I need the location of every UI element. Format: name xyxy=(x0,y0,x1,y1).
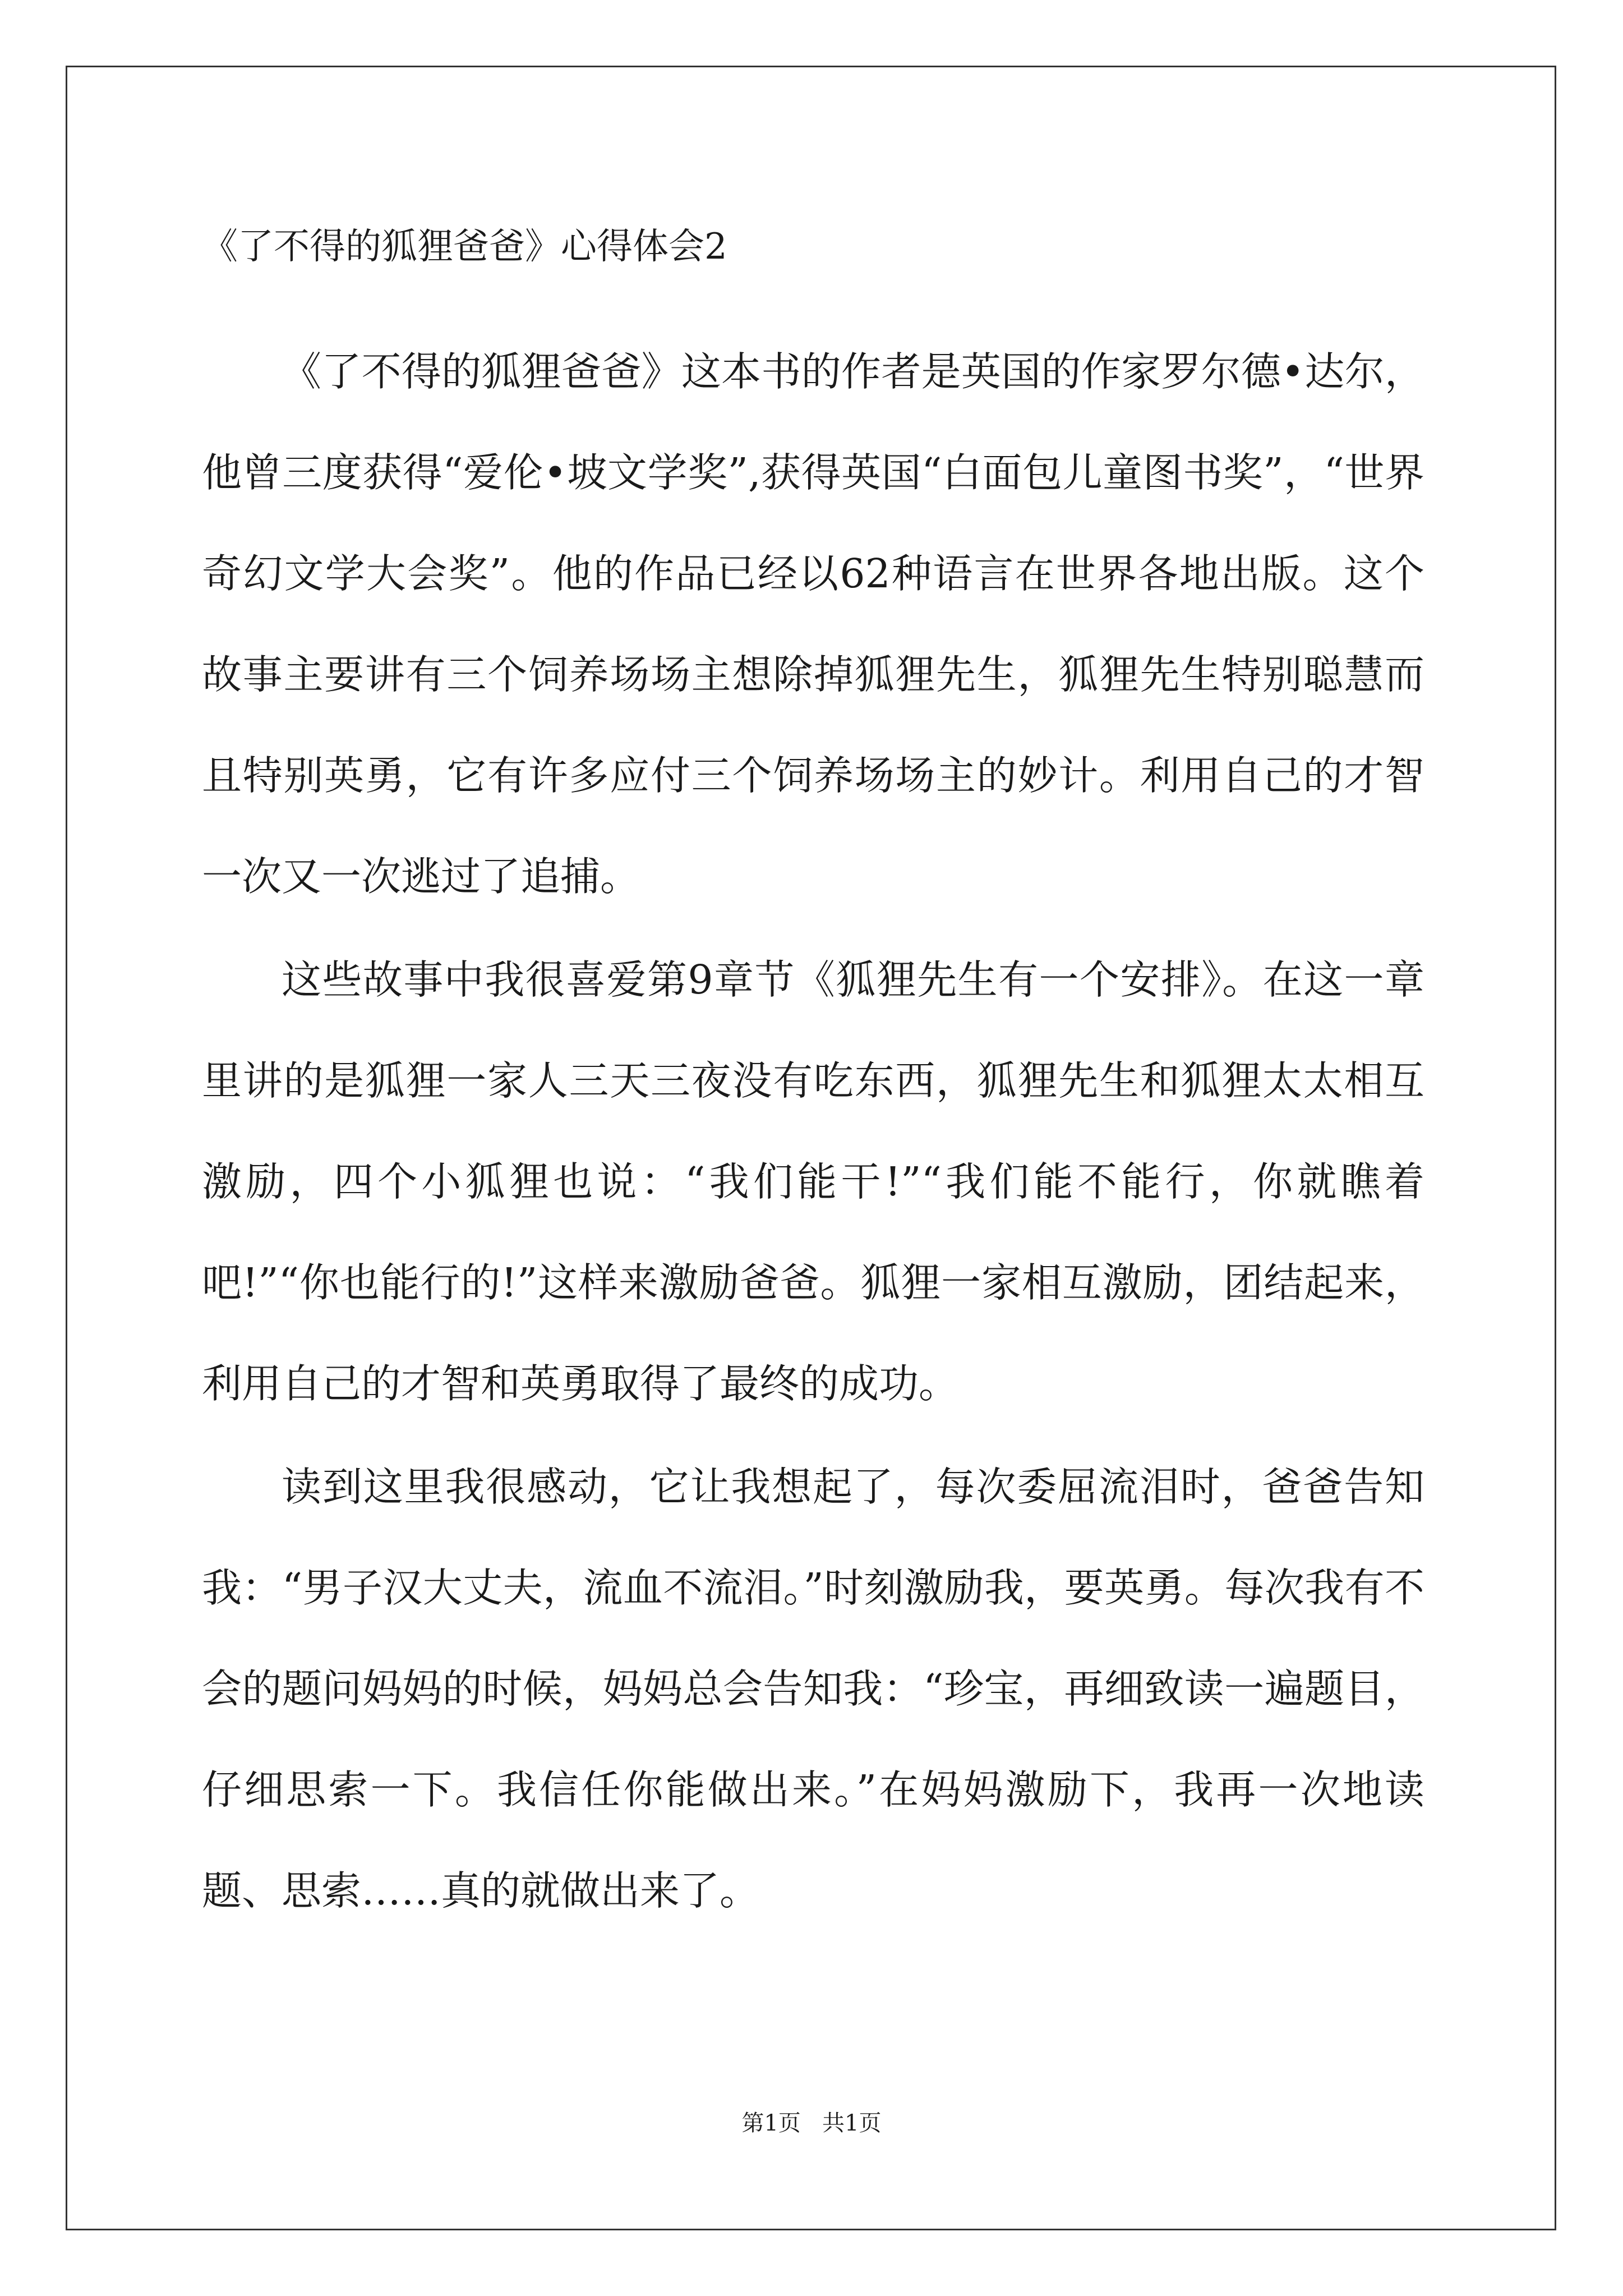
paragraph-2: 这些故事中我很喜爱第9章节《狐狸先生有一个安排》。在这一章里讲的是狐狸一家人三天三夜没有吃东西，狐狸先生和狐狸太太相互激励，四个小狐狸也说：“我们能干!”“我们能不能行，你就瞧着吧!”“你也能行的!”这样来激励爸爸。狐狸一家相互激励，团结起来，利用自己的才智和英勇取得了最终的成功。 xyxy=(202,956,1424,1407)
document-title: 《了不得的狐狸爸爸》心得体会2 xyxy=(202,226,727,268)
paragraph-1: 《了不得的狐狸爸爸》这本书的作者是英国的作家罗尔德•达尔，他曾三度获得“爱伦•坡文学奖”,获得英国“白面包儿童图书奖”，“世界奇幻文学大会奖”。他的作品已经以62种语言在世界各地出版。这个故事主要讲有三个饲养场场主想除掉狐狸先生，狐狸先生特别聪慧而且特别英勇，它有许多应付三个饲养场场主的妙计。利用自己的才智一次又一次逃过了追捕。 xyxy=(202,348,1424,900)
document-body xyxy=(202,222,1424,1944)
page-footer: 第1页 共1页 xyxy=(741,2110,882,2136)
paragraph-3: 读到这里我很感动，它让我想起了，每次委屈流泪时，爸爸告知我：“男子汉大丈夫，流血不流泪。”时刻激励我，要英勇。每次我有不会的题问妈妈的时候，妈妈总会告知我：“珍宝，再细致读一遍题目，仔细思索一下。我信任你能做出来。”在妈妈激励下，我再一次地读题、思索……真的就做出来了。 xyxy=(202,1464,1424,1914)
